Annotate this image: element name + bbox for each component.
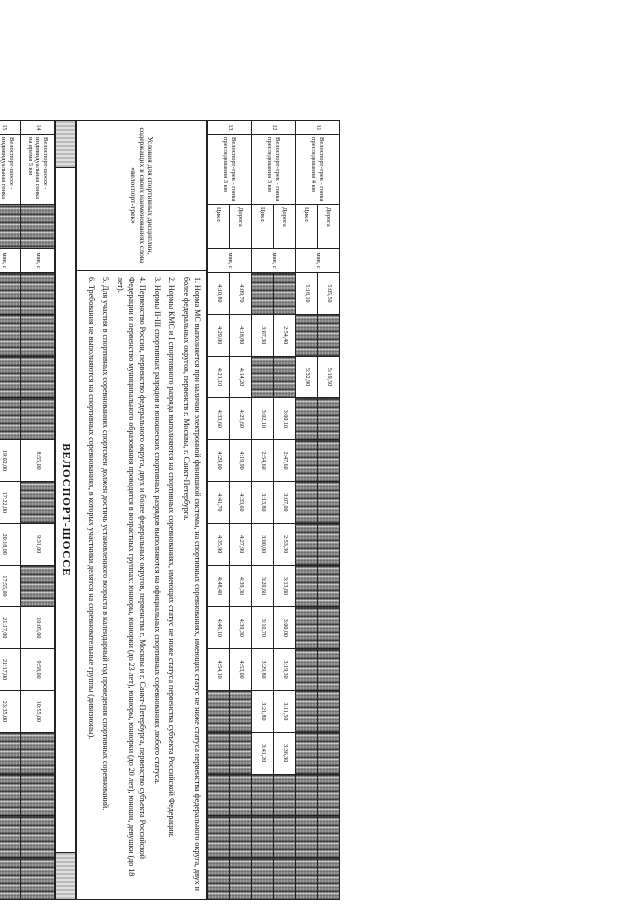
value-cell: 5:05,50 <box>318 273 340 315</box>
value-cell: 4:19,90 <box>230 440 252 482</box>
value-cell <box>21 732 55 774</box>
unit-cell: мин, с <box>208 249 252 273</box>
value-cell <box>296 774 318 816</box>
value-cell <box>296 690 318 732</box>
value-cell: 3:10,70 <box>252 607 274 649</box>
value-cell: 3:41,20 <box>252 732 274 774</box>
value-cell <box>318 314 340 356</box>
value-cell <box>208 690 230 732</box>
value-cell: 9:58,00 <box>21 649 55 691</box>
value-cell <box>0 398 21 440</box>
value-cell <box>296 314 318 356</box>
value-cell <box>21 314 55 356</box>
heading-right-noise <box>56 853 76 900</box>
value-cell: 3:02,10 <box>252 398 274 440</box>
sub-label: Дорога <box>230 205 252 249</box>
value-cell <box>0 858 21 900</box>
notes-cell <box>76 271 206 900</box>
row-index: 11 <box>296 121 340 135</box>
unit-cell: мин, с <box>296 249 340 273</box>
value-cell: 17:22,00 <box>0 481 21 523</box>
value-cell <box>296 565 318 607</box>
value-cell: 3:11,50 <box>274 690 296 732</box>
value-cell <box>230 816 252 858</box>
value-cell: 4:10,80 <box>208 273 230 315</box>
notes-list <box>85 277 202 893</box>
value-cell: 21:17,00 <box>0 607 21 649</box>
unit-cell: мин, с <box>21 249 55 273</box>
value-cell <box>0 816 21 858</box>
value-cell <box>21 481 55 523</box>
sub-label: Дорога <box>274 205 296 249</box>
value-cell <box>21 774 55 816</box>
value-cell: 3:19,30 <box>274 649 296 691</box>
table-row <box>252 121 274 900</box>
value-cell: 4:46,10 <box>208 607 230 649</box>
row-index: 15 <box>0 121 21 135</box>
discipline-name: Велоспорт-шоссе - индивидуальная гонка <box>0 135 21 205</box>
value-cell <box>274 816 296 858</box>
value-cell: 23:35,00 <box>0 690 21 732</box>
value-cell <box>252 774 274 816</box>
value-cell <box>208 774 230 816</box>
unit-cell: мин, с <box>252 249 296 273</box>
value-cell <box>208 858 230 900</box>
value-cell <box>0 732 21 774</box>
value-cell <box>318 398 340 440</box>
value-cell <box>296 523 318 565</box>
value-cell <box>21 398 55 440</box>
value-cell <box>230 858 252 900</box>
value-cell <box>21 858 55 900</box>
value-cell: 3:13,80 <box>252 481 274 523</box>
value-cell: 3:00,00 <box>274 607 296 649</box>
discipline-name: Велоспорт-трек - гонка преследования 3 км <box>208 135 252 205</box>
top-table-body <box>208 121 340 900</box>
value-cell <box>274 356 296 398</box>
value-cell: 5:32,90 <box>296 356 318 398</box>
value-cell: 4:09,70 <box>230 273 252 315</box>
conditions-cell: Условия для спортивных дисциплин, содержащих в своих наименованиях слова «велоспорт-трек» <box>76 121 206 271</box>
sub-label: Цикл <box>208 205 230 249</box>
heading-left-noise <box>56 121 76 168</box>
value-cell: 3:00,10 <box>274 398 296 440</box>
value-cell <box>274 774 296 816</box>
value-cell <box>318 816 340 858</box>
value-cell <box>252 858 274 900</box>
discipline-name: Велоспорт-трек - гонка преследования 3 км <box>252 135 296 205</box>
value-cell: 5:19,50 <box>318 356 340 398</box>
table-row <box>274 121 296 900</box>
value-cell: 10:55,00 <box>21 690 55 732</box>
value-cell: 3:13,80 <box>274 565 296 607</box>
unit-cell: мин, с <box>0 249 21 273</box>
value-cell <box>21 273 55 315</box>
value-cell <box>296 398 318 440</box>
value-cell <box>274 858 296 900</box>
value-cell <box>296 440 318 482</box>
sub-label: Цикл <box>296 205 318 249</box>
noise-cell <box>0 205 21 249</box>
row-index: 12 <box>252 121 296 135</box>
value-cell: 4:25,60 <box>230 398 252 440</box>
value-cell <box>0 273 21 315</box>
value-cell <box>318 774 340 816</box>
value-cell: 9:31,00 <box>21 523 55 565</box>
table-row <box>21 121 55 900</box>
value-cell <box>230 690 252 732</box>
value-cell: 2:54,40 <box>274 314 296 356</box>
table-row <box>318 121 340 900</box>
notes-table <box>76 120 207 900</box>
value-cell <box>296 816 318 858</box>
bottom-table-body <box>0 121 55 900</box>
value-cell <box>0 314 21 356</box>
row-index: 14 <box>21 121 55 135</box>
value-cell <box>230 774 252 816</box>
note-item: 1. Норма МС выполняется при наличии электронной финишной системы, на спортивных соревнованиях, имеющих статус не ниже статуса первенства федерального округа, двух и более федеральных округов, первенств г. Москвы, г. Санкт-Петербурга. <box>182 277 202 891</box>
value-cell <box>296 649 318 691</box>
value-cell <box>318 440 340 482</box>
value-cell <box>0 774 21 816</box>
value-cell: 3:07,00 <box>274 481 296 523</box>
noise-cell <box>21 205 55 249</box>
value-cell: 4:18,80 <box>230 314 252 356</box>
value-cell: 4:53,00 <box>230 649 252 691</box>
value-cell <box>296 732 318 774</box>
value-cell: 19:02,00 <box>0 440 21 482</box>
value-cell <box>0 356 21 398</box>
value-cell <box>274 273 296 315</box>
value-cell: 4:33,60 <box>208 398 230 440</box>
value-cell: 4:39,30 <box>230 607 252 649</box>
value-cell: 8:55,00 <box>21 440 55 482</box>
value-cell <box>208 732 230 774</box>
value-cell: 2:54,60 <box>252 440 274 482</box>
value-cell: 2:47,60 <box>274 440 296 482</box>
note-item: 6. Требования не выполняются на спортивных соревнованиях, в которых участники делятся на соревновательные группы (дивизионы). <box>86 277 96 740</box>
sub-label: Цикл <box>252 205 274 249</box>
value-cell <box>230 732 252 774</box>
value-cell: 2:53,30 <box>274 523 296 565</box>
note-item: 3. Нормы II-III спортивных разрядов и юношеских спортивных разрядов выполняются на официальных спортивных соревнованиях любого статуса. <box>152 277 162 785</box>
value-cell <box>296 481 318 523</box>
value-cell <box>296 607 318 649</box>
value-cell: 3:07,30 <box>252 314 274 356</box>
value-cell <box>318 565 340 607</box>
discipline-name: Велоспорт-трек - гонка преследования 4 км <box>296 135 340 205</box>
value-cell <box>21 356 55 398</box>
value-cell <box>252 356 274 398</box>
value-cell: 3:36,30 <box>274 732 296 774</box>
note-item: 5. Для участия в спортивных соревнованиях спортсмен должен достичь установленного возраста в календарный год проведения спортивных соревнований. <box>101 277 111 811</box>
value-cell <box>318 523 340 565</box>
value-cell: 4:48,40 <box>208 565 230 607</box>
value-cell: 21:17,00 <box>0 649 21 691</box>
value-cell <box>318 690 340 732</box>
value-cell <box>318 732 340 774</box>
heading-table <box>55 120 76 900</box>
value-cell: 3:00,00 <box>252 523 274 565</box>
value-cell: 10:05,00 <box>21 607 55 649</box>
value-cell: 4:35,90 <box>208 523 230 565</box>
value-cell: 5:18,10 <box>296 273 318 315</box>
value-cell <box>318 481 340 523</box>
value-cell: 3:20,60 <box>252 565 274 607</box>
value-cell: 17:55,00 <box>0 565 21 607</box>
value-cell: 20:18,00 <box>0 523 21 565</box>
value-cell: 4:29,00 <box>208 440 230 482</box>
value-cell <box>21 565 55 607</box>
table-row <box>230 121 252 900</box>
rotated-document <box>0 120 340 900</box>
value-cell: 3:21,80 <box>252 690 274 732</box>
value-cell: 4:14,20 <box>230 356 252 398</box>
note-item: 4. Первенство России, первенство федерального округа, двух и более федеральных округов, первенства г. Москвы и г. Санкт-Петербурга, первенство субъекта Российской Федерации и первенство муниципального образования проводятся в возрастных группах: юниоры, юниорки (до 23 лет), юниоры, юниорки (до 20 лет), юноши, девушки (до 18 лет). <box>116 277 147 877</box>
section-heading: ВЕЛОСПОРТ-ШОССЕ <box>56 168 76 853</box>
discipline-name: Велоспорт-шоссе - индивидуальная гонка на время 5 км <box>21 135 55 205</box>
top-table <box>207 120 340 900</box>
value-cell <box>252 816 274 858</box>
value-cell <box>21 816 55 858</box>
bottom-table <box>0 120 55 900</box>
value-cell: 4:29,00 <box>208 314 230 356</box>
sub-label: Дорога <box>318 205 340 249</box>
value-cell <box>318 858 340 900</box>
value-cell: 4:33,60 <box>230 481 252 523</box>
value-cell <box>252 273 274 315</box>
value-cell: 4:41,70 <box>208 481 230 523</box>
row-index: 13 <box>208 121 252 135</box>
value-cell: 4:54,10 <box>208 649 230 691</box>
value-cell: 4:27,90 <box>230 523 252 565</box>
table-row <box>0 121 21 900</box>
table-row <box>296 121 318 900</box>
value-cell: 3:29,80 <box>252 649 274 691</box>
value-cell: 4:39,30 <box>230 565 252 607</box>
value-cell <box>296 858 318 900</box>
value-cell <box>318 649 340 691</box>
value-cell <box>208 816 230 858</box>
note-item: 2. Нормы КМС и I спортивного разряда выполняются на спортивных соревнованиях, имеющих статус не ниже статуса первенства субъекта Российской Федерации. <box>167 277 177 838</box>
value-cell: 4:21,10 <box>208 356 230 398</box>
value-cell <box>318 607 340 649</box>
table-row <box>208 121 230 900</box>
